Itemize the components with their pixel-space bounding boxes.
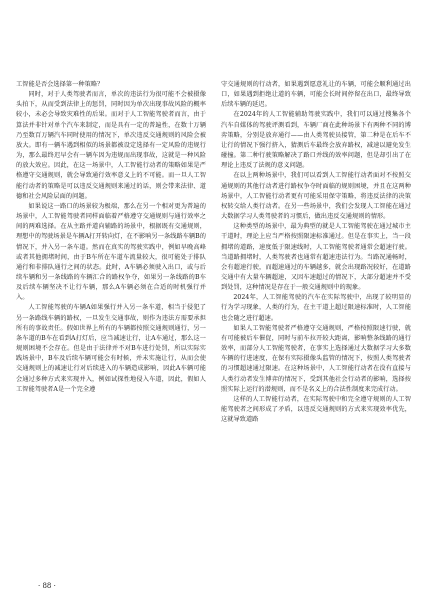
paragraph: 在2024年的人工智能辅助驾驶实践中，我们可以通过搜集各个汽车自媒体的驾驶评测看到，车辆厂商在此种场景下有两种不同的博弈策略，分别是放弃通行——由人类驾驶员接管，第二种是在后车不让行的情况下强行挤入，猜测后车最终会放弃路权，减速以避免发生碰撞。第二种行驶策略解决了路口并线的效率问题，但是却引出了在理论上违反了法规的意义问题。 (221, 111, 411, 170)
paragraph: 如果人工智能驾驶者严格遵守交通规则，严格按照限速行驶，就有可能被后车催促，同时与前车拉开较大距离，影响整条线路的通行效率，而部分人工智能驾驶者，在事实上选择通过大数据学习大多数车辆的行进速度，在保有实际摄像头监管的情况下，按照人类驾驶者的习惯超速通过限速。在这种场景中，人工智能行动者在没有直接与人类行动者发生博弈的情况下，受到其他社会行动者的影响，选择按照实际上运行的潜规则，而不是名义上的合法性制度来完成行动。 (221, 324, 411, 393)
paragraph: 工智能是否会选择第一种策略？ (16, 81, 104, 88)
paragraph: 在以上两种场景中，我们可以看到人工智能行动者面对不按照交通规则的其他行动者进行路权争夺时面临的规则困境，并且在这两种场景中，人工智能行动者更有可能采用保守策略，将违反法律的决策权转交给人类行动者。在另一些场景中，我们会发现人工智能在通过大数据学习人类驾驶者的习惯后，做出违反交通规则的情形。 (221, 172, 411, 221)
paragraph: 如果说这一路口的场景较为极端，那么在另一个相对更为普遍的场景中，人工智能驾驶者同样面临着严格遵守交通规则与通行效率之间的两难选择。在从主路并道向辅路的场景中，根据既有交通规则，理想中的驾驶场景是车辆A打开转向灯，在不影响另一条线路车辆B的情况下，并入另一条车道。然而在真实的驾驶实践中，例如早晚高峰或者其他拥堵时间，由于B车所在车道车流量较大，很可能处于排队通行和非排队通行之间的状态。此时，A车辆必须驶入出口，或与后续车辆和另一条线路的车辆汇合的路权争夺，如果另一条线路的B车及后续车辆坚决不让行车辆，那么A车辆必须在合适的时机强行并入。 (16, 202, 207, 302)
paragraph: 2024年，人工智能驾驶的汽车在实际驾驶中，出现了较明显的行为学习现象，人类的行为，在主干道上超过限速标准时，人工智能也会随之进行超速。 (221, 294, 411, 322)
right-column (221, 80, 411, 425)
paragraph: 守交通规则的行动者，如果遇到愿意礼让的车辆，可能会顺利通过出口，如果遇到拒绝让道的车辆，可能会长时间停留在出口，最终导致后续车辆的延迟。 (221, 81, 411, 109)
paragraph: 这种类型的场景中，最为典型的就是人工智能驾驶在通过城市主干道时，理论上应当严格按照限速标准通过。但是在事实上，当一段拥堵的道路，速度低于限速线时，人工智能驾驶者通常会超速行驶。当道路拥堵时，人类驾驶者也通常有超速违法行为。当路况通畅时，会有超速行驶，而超速通过的车辆越多，就会出现路况较好，在道路交通中有大量车辆超速，又因车速超过的情况下，大部分超速并不受到处罚，这种情况是存在于一般交通规则中的现象。 (221, 223, 411, 292)
document-page (16, 80, 411, 580)
paragraph: 同时，对于人类驾驶者而言，单次的违法行为很可能不会被摄像头拍下，从而受到法律上的惩罚，同时因为单次出现事故风险的概率较小，未必会导致灾难性的后果。而对于人工智能驾驶者而言，由于算法并非针对单个汽车来制定，而是具有一定的普遍性，在数十万辆乃至数百万辆汽车同时使用的情况下，单次违反交通规则的风险会被放大。即有一辆车遇到相似的场景都被设定选择有一定风险的违规行为，那么最终迟早会有一辆车因为违规而出现事故，这就是一种风险的放大效应。因此，在这一场景中，人工智能行动者的策略如果是严格遵守交通规则，就会导致通行效率意义上的不可能。而一旦人工智能行动者的策略是可以违反交通规则来通过的话，则会带来法律、道德和社会风险层面的问题。 (16, 91, 206, 200)
paragraph: 人工智能驾驶的车辆A如果强行并入另一条车道，相当于侵犯了另一条路线车辆的路权，一旦发生交通事故，则作为违法方需要承担所有的事故责任。假如世界上所有的车辆都按照交通规则通行，另一条车道的B车在看到A打灯后，应当减速让行，让A车通过，那么这一规则困境不会存在。但是由于法律并不对B车进行处罚，所以实际实践场景中，B车及后续车辆可能会有时候，并未实施让行，从而会使交通规则上的减速让行对后续进入的车辆造成影响，因此A车辆可能会通过多种方式来实现并入，例如试探性地侵入车道，因此，假如人工智能驾驶者A是一个完全遵 (16, 304, 206, 393)
paragraph: 这样的人工智能行动者，在实际驾驶中和完全遵守规则的人工智能驾驶者之间形成了矛盾，以违反交通规则的方式来实现效率优先，这就导致道路 (221, 395, 411, 424)
page-number: · 88 · (38, 582, 56, 590)
left-column (16, 80, 206, 395)
